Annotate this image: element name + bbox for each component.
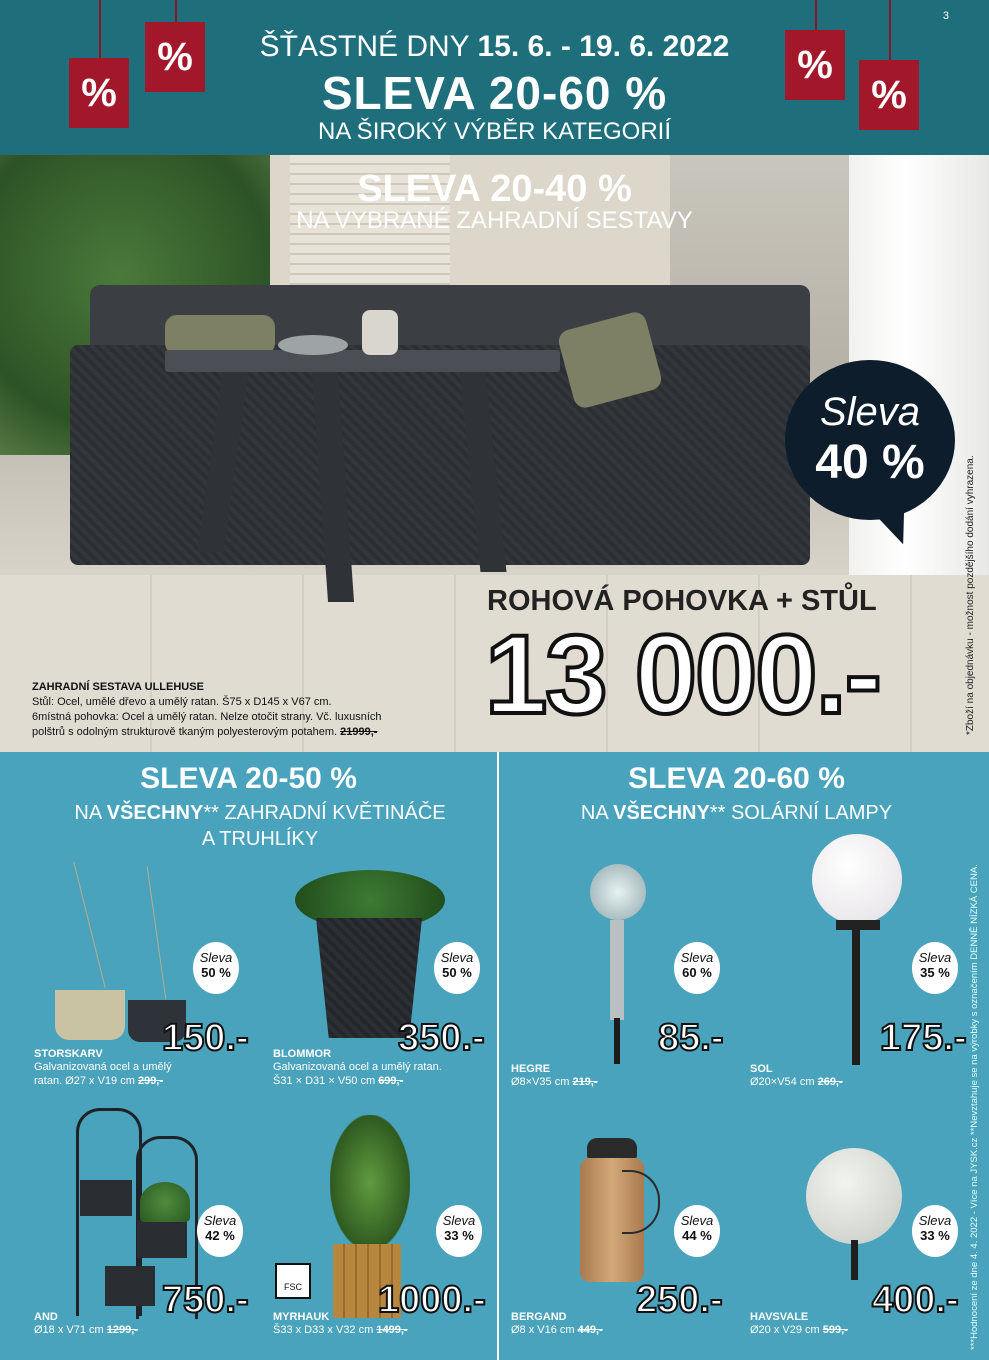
hero-price: 13 000.- (485, 612, 880, 737)
old-price: 1299,- (106, 1324, 138, 1336)
badge-label: Sleva (680, 1213, 714, 1228)
header-prefix: ŠŤASTNÉ DNY (259, 30, 470, 63)
product-price: 85.- (658, 1017, 724, 1059)
product-price: 175.- (880, 1017, 967, 1059)
info-line: 6místná pohovka: Ocel a umělý ratan. Nelze otočit strany. Vč. luxusních (32, 711, 382, 723)
lamp-globe (590, 864, 646, 920)
product-price: 1000.- (378, 1279, 486, 1321)
badge-value: 35 % (920, 965, 950, 980)
percent-tag: % (69, 58, 129, 128)
badge-value: 42 % (205, 1228, 235, 1243)
header-dates: 15. 6. - 19. 6. 2022 (477, 30, 730, 63)
top-banner (0, 0, 989, 155)
fsc-logo: FSC (275, 1263, 311, 1299)
badge-value: 50 % (442, 965, 472, 980)
planter-pot (105, 1266, 155, 1306)
page-number: 3 (942, 10, 949, 22)
discount-badge (197, 1205, 243, 1257)
product-name: STORSKARV (34, 1048, 103, 1060)
badge-value: 33 % (444, 1228, 474, 1243)
product-price: 400.- (872, 1279, 959, 1321)
discount-badge (674, 1205, 720, 1257)
hero-subtitle: NA VYBRANÉ ZAHRADNÍ SESTAVY (296, 207, 693, 234)
lamp-stake (852, 930, 860, 1065)
lamps-subtitle (499, 800, 974, 826)
product-name: HEGRE (511, 1063, 551, 1075)
plant-leaves (140, 1182, 190, 1222)
legal-note: ***Hodnocení ze dne 4. 4. 2022 - Více na JYSK.cz **Nevztahuje se na výrobky s označením DENNĚ NÍZKÁ CENA. (969, 864, 980, 1350)
product-desc: Galvanizovaná ocel a umělý ratan. (273, 1061, 442, 1073)
percent-tag: % (145, 22, 205, 92)
product-card-bergand (511, 1311, 711, 1337)
product-desc: Š31 × D31 × V50 cm (273, 1075, 376, 1087)
hero-section (0, 155, 989, 752)
info-line: Stůl: Ocel, umělé dřevo a umělý ratan. Š75 x D145 x V67 cm. (32, 696, 332, 708)
product-name: BLOMMOR (273, 1048, 332, 1060)
percent-tag: % (859, 60, 919, 130)
product-card-hegre (511, 1063, 711, 1089)
badge-label: Sleva (918, 950, 952, 965)
product-card-havsvale (750, 1311, 950, 1337)
product-card-and (34, 1311, 234, 1337)
sub-bold: VŠECHNY (613, 802, 710, 824)
product-desc: Ø8 x V16 cm (511, 1324, 575, 1336)
planters-subtitle (0, 800, 520, 852)
product-card-myrhauk (273, 1311, 493, 1337)
discount-badge (674, 942, 720, 994)
badge-label: Sleva (203, 1213, 237, 1228)
product-card-blommor (273, 1048, 493, 1088)
product-name: BERGAND (511, 1311, 567, 1323)
badge-value: 44 % (682, 1228, 712, 1243)
badge-value: 50 % (201, 965, 231, 980)
product-desc: Ø20×V54 cm (750, 1076, 815, 1088)
product-price: 250.- (636, 1279, 723, 1321)
product-desc: Ø20 x V29 cm (750, 1324, 820, 1336)
planter-pot (137, 1220, 187, 1258)
product-price: 350.- (398, 1017, 485, 1059)
lamp-stake (610, 920, 624, 1020)
header-line1 (0, 30, 989, 64)
lamp-base (836, 920, 880, 930)
product-name: HAVSVALE (750, 1311, 809, 1323)
sofa-cushion (165, 315, 275, 355)
product-name: MYRHAUK (273, 1311, 330, 1323)
product-card-storskarv (34, 1048, 234, 1088)
discount-badge (436, 1205, 482, 1257)
badge-label: Sleva (440, 950, 474, 965)
header-discount: SLEVA 20-60 % (321, 67, 668, 119)
old-price: 449,- (577, 1324, 603, 1336)
product-desc: Ø8×V35 cm (511, 1076, 570, 1088)
vase (362, 310, 398, 355)
plant-leaves (330, 1115, 410, 1250)
product-desc: Ø18 x V71 cm (34, 1324, 104, 1336)
lamp-globe (806, 1148, 902, 1244)
old-price: 269,- (817, 1076, 843, 1088)
lamp-spike (614, 1018, 620, 1064)
bubble-value: 40 % (815, 436, 925, 489)
old-price: 299,- (137, 1075, 164, 1087)
lamp-globe (812, 834, 902, 924)
sub-rest: ** SOLÁRNÍ LAMPY (709, 802, 893, 824)
sub-bold: VŠECHNY (106, 802, 204, 824)
badge-label: Sleva (918, 1213, 952, 1228)
badge-value: 60 % (682, 965, 712, 980)
table-top (165, 350, 560, 372)
discount-badge (434, 942, 480, 994)
product-title: ROHOVÁ POHOVKA + STŮL (487, 585, 877, 617)
old-price: 219,- (572, 1076, 598, 1088)
product-price: 150.- (162, 1017, 249, 1059)
product-name: ZAHRADNÍ SESTAVA ULLEHUSE (32, 681, 204, 693)
badge-label: Sleva (442, 1213, 476, 1228)
badge-label: Sleva (680, 950, 714, 965)
percent-tag: % (785, 30, 845, 100)
product-card-sol (750, 1063, 950, 1089)
lamps-title: SLEVA 20-60 % (628, 762, 845, 795)
bubble-label: Sleva (819, 390, 921, 434)
tag-string (815, 0, 817, 32)
product-name: SOL (750, 1063, 773, 1075)
old-price: 699,- (378, 1075, 404, 1087)
hanging-pot-image (55, 990, 125, 1040)
old-price: 21999,- (340, 726, 378, 738)
lamp-stake (851, 1240, 858, 1280)
hero-title: SLEVA 20-40 % (357, 168, 632, 210)
old-price: 1499,- (376, 1324, 408, 1336)
sub-line2: A TRUHLÍKY (201, 828, 319, 850)
old-price: 599,- (822, 1324, 848, 1336)
info-line: polštrů s odolným strukturově tkaným polyesterovým potahem. (32, 726, 338, 738)
badge-label: Sleva (199, 950, 233, 965)
badge-value: 33 % (920, 1228, 950, 1243)
planters-title: SLEVA 20-50 % (140, 762, 357, 795)
product-price: 750.- (162, 1279, 249, 1321)
discount-badge (193, 942, 239, 994)
sub-prefix: NA (580, 802, 608, 824)
discount-badge (912, 942, 958, 994)
order-note: *Zboží na objednávku - možnost pozdějšího dodání vyhrazena. (965, 455, 976, 735)
sub-rest: ** ZAHRADNÍ KVĚTINÁČE (203, 802, 446, 824)
bowl (278, 335, 348, 355)
product-desc: Š33 x D33 x V32 cm (273, 1324, 374, 1336)
product-name: AND (34, 1311, 58, 1323)
planter-pot (80, 1180, 132, 1216)
discount-badge (912, 1205, 958, 1257)
sofa-image (70, 345, 810, 565)
lantern-top (587, 1138, 637, 1158)
discount-bubble (785, 360, 955, 520)
sub-prefix: NA (74, 802, 102, 824)
product-desc: ratan. Ø27 x V19 cm (34, 1075, 135, 1087)
product-desc: Galvanizovaná ocel a umělý (34, 1061, 172, 1073)
header-subline: NA ŠIROKÝ VÝBĚR KATEGORIÍ (318, 118, 671, 145)
product-info (32, 680, 452, 740)
